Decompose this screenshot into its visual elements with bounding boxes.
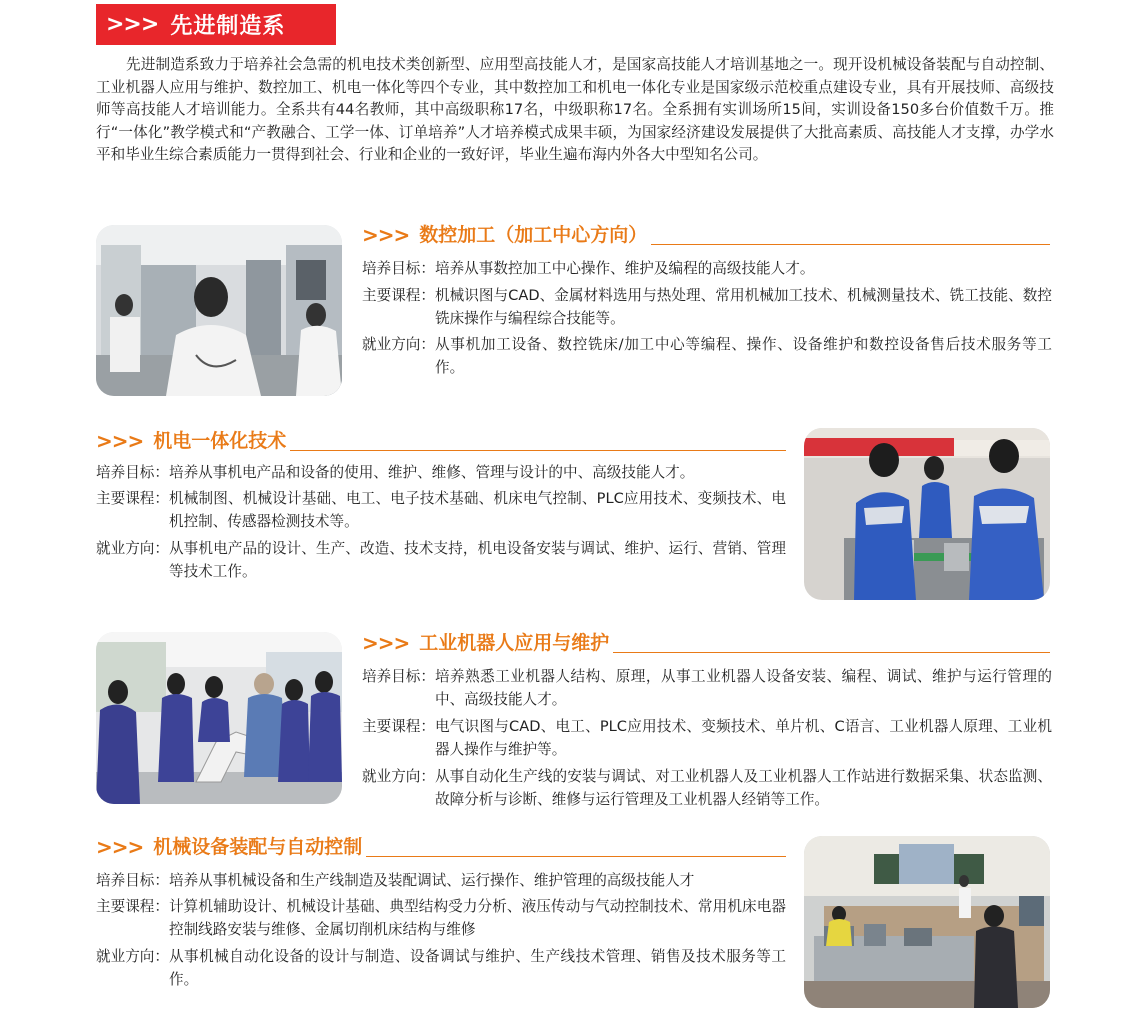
- chevron-icon: >>>: [362, 631, 410, 655]
- section-cnc-heading: [362, 222, 1050, 248]
- goal-text: 培养熟悉工业机器人结构、原理，从事工业机器人设备安装、编程、调试、维护与运行管理的中、高级技能人才。: [434, 668, 1052, 708]
- job-label: 就业方向：: [96, 948, 169, 965]
- goal-text: 培养从事数控加工中心操作、维护及编程的高级技能人才。: [434, 260, 815, 277]
- mechatronics-courses: [96, 488, 786, 534]
- chevron-icon: >>>: [96, 835, 144, 859]
- cnc-lab-photo: [96, 225, 342, 396]
- intro-paragraph: 先进制造系致力于培养社会急需的机电技术类创新型、应用型高技能人才，是国家高技能人才培训基地之一。现开设机械设备装配与自动控制、工业机器人应用与维护、数控加工、机电一体化等四个专业，其中数控加工和机电一体化专业是国家级示范校重点建设专业，具有开展技师、高级技师等高技能人才培训能力。全系共有44名教师，其中高级职称17名，中级职称17名。全系拥有实训场所15间，实训设备150多台价值数千万。推行“一体化”教学模式和“产教融合、工学一体、订单培养”人才培养模式成果丰硕，为国家经济建设发展提供了大批高素质、高技能人才支撑，办学水平和毕业生综合素质能力一贯得到社会、行业和企业的一致好评，毕业生遍布海内外各大中型知名公司。: [96, 56, 1054, 164]
- section-mechatronics-heading: [96, 428, 786, 454]
- robotics-jobs: [362, 766, 1052, 812]
- job-text: 从事机电产品的设计、生产、改造、技术支持，机电设备安装与调试、维护、运行、营销、管理等技术工作。: [168, 540, 786, 580]
- heading-rule: [651, 244, 1050, 245]
- course-label: 主要课程：: [96, 490, 169, 507]
- assembly-jobs: [96, 946, 786, 992]
- robotics-courses: [362, 716, 1052, 762]
- robotics-lab-photo: [96, 632, 342, 804]
- goal-text: 培养从事机械设备和生产线制造及装配调试、运行操作、维护管理的高级技能人才: [168, 872, 695, 889]
- assembly-courses: [96, 896, 786, 942]
- course-label: 主要课程：: [362, 718, 435, 735]
- course-label: 主要课程：: [362, 287, 435, 304]
- robotics-goal: [362, 666, 1052, 712]
- mechatronics-goal: [96, 462, 786, 485]
- cnc-goal: [362, 258, 1052, 281]
- job-label: 就业方向：: [362, 768, 435, 785]
- goal-label: 培养目标：: [96, 464, 169, 481]
- job-text: 从事机加工设备、数控铣床/加工中心等编程、操作、设备维护和数控设备售后技术服务等工作。: [434, 336, 1052, 376]
- goal-text: 培养从事机电产品和设备的使用、维护、维修、管理与设计的中、高级技能人才。: [168, 464, 695, 481]
- goal-label: 培养目标：: [96, 872, 169, 889]
- mechatronics-jobs: [96, 538, 786, 584]
- course-text: 计算机辅助设计、机械设计基础、典型结构受力分析、液压传动与气动控制技术、常用机床电器控制线路安装与维修、金属切削机床结构与维修: [168, 898, 786, 938]
- heading-rule: [366, 856, 786, 857]
- page-title: 先进制造系: [170, 14, 286, 39]
- heading-rule: [290, 450, 786, 451]
- section-title: 机电一体化技术: [153, 430, 287, 452]
- cnc-courses: [362, 285, 1052, 331]
- chevron-icon: >>>: [362, 223, 410, 247]
- goal-label: 培养目标：: [362, 260, 435, 277]
- section-assembly-heading: [96, 834, 786, 860]
- section-title: 工业机器人应用与维护: [419, 632, 610, 654]
- job-label: 就业方向：: [96, 540, 169, 557]
- heading-rule: [613, 652, 1050, 653]
- course-text: 电气识图与CAD、电工、PLC应用技术、变频技术、单片机、C语言、工业机器人原理、工业机器人操作与维护等。: [434, 718, 1052, 758]
- course-text: 机械识图与CAD、金属材料选用与热处理、常用机械加工技术、机械测量技术、铣工技能、数控铣床操作与编程综合技能等。: [434, 287, 1052, 327]
- section-title: 机械设备装配与自动控制: [153, 836, 363, 858]
- course-label: 主要课程：: [96, 898, 169, 915]
- course-text: 机械制图、机械设计基础、电工、电子技术基础、机床电气控制、PLC应用技术、变频技术、电机控制、传感器检测技术等。: [168, 490, 786, 530]
- assembly-lab-photo: [804, 836, 1050, 1008]
- section-robotics-heading: [362, 630, 1050, 656]
- cnc-jobs: [362, 334, 1052, 380]
- section-title: 数控加工（加工中心方向）: [419, 224, 648, 246]
- assembly-goal: [96, 870, 786, 893]
- mechatronics-lab-photo: [804, 428, 1050, 600]
- section-banner: [96, 4, 336, 45]
- job-text: 从事机械自动化设备的设计与制造、设备调试与维护、生产线技术管理、销售及技术服务等工作。: [168, 948, 786, 988]
- job-text: 从事自动化生产线的安装与调试、对工业机器人及工业机器人工作站进行数据采集、状态监测、故障分析与诊断、维修与运行管理及工业机器人经销等工作。: [434, 768, 1052, 808]
- chevron-icon: >>>: [96, 429, 144, 453]
- job-label: 就业方向：: [362, 336, 435, 353]
- goal-label: 培养目标：: [362, 668, 435, 685]
- chevron-icon: >>>: [106, 12, 159, 37]
